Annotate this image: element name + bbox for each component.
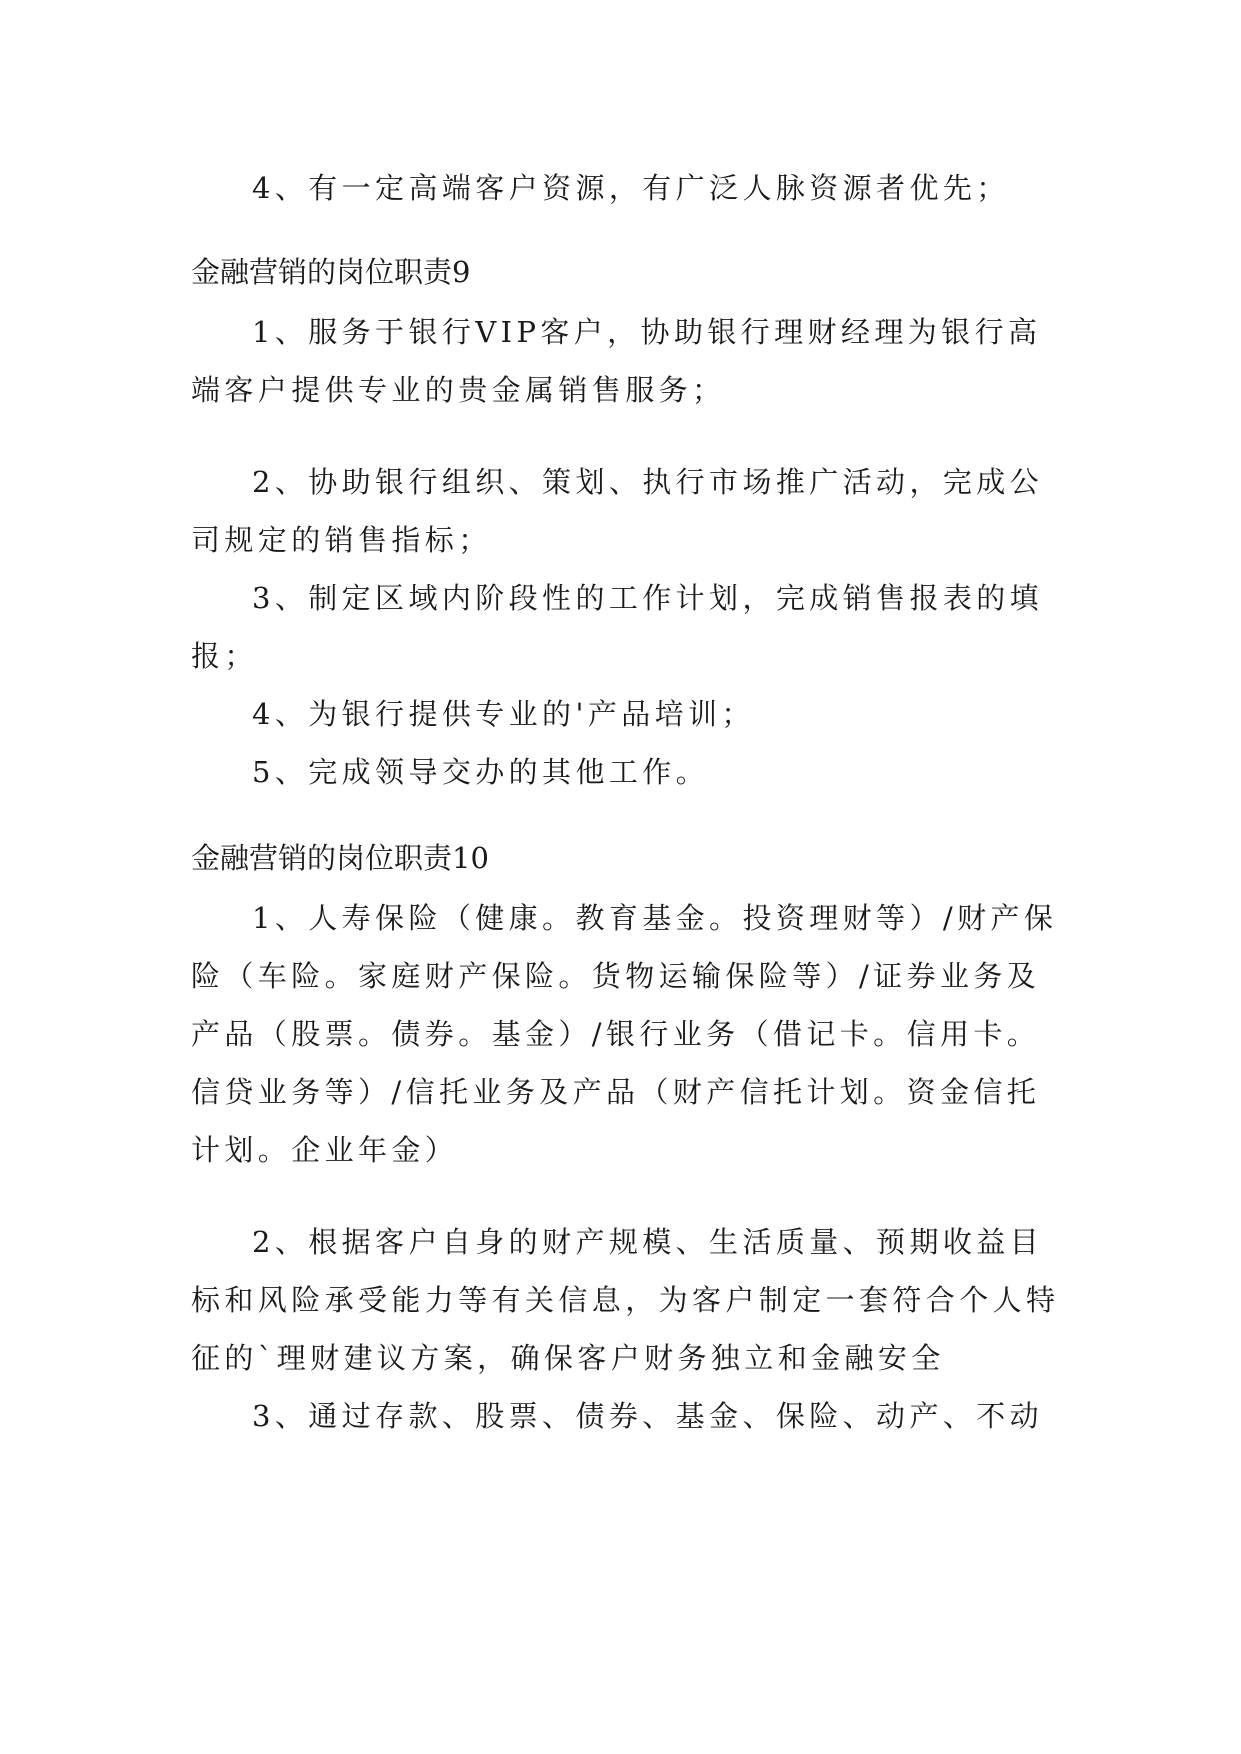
paragraph-line: 司规定的销售指标； [191,523,492,557]
paragraph-line: 险（车险。家庭财产保险。货物运输保险等）/证券业务及 [191,959,1041,993]
paragraph-line: 标和风险承受能力等有关信息，为客户制定一套符合个人特 [191,1283,1060,1317]
section-heading: 金融营销的岗位职责10 [191,841,489,875]
paragraph-line: 3、通过存款、股票、债券、基金、保险、动产、不动 [252,1399,1044,1433]
paragraph-line: 1、人寿保险（健康。教育基金。投资理财等）/财产保 [252,901,1058,935]
section-heading: 金融营销的岗位职责9 [191,255,471,289]
paragraph-line: 计划。企业年金） [191,1133,459,1167]
paragraph-line: 3、制定区域内阶段性的工作计划，完成销售报表的填 [252,581,1044,615]
paragraph-line: 信贷业务等）/信托业务及产品（财产信托计划。资金信托 [191,1075,1041,1109]
paragraph-line: 4、有一定高端客户资源，有广泛人脉资源者优先； [252,171,1010,205]
paragraph-line: 2、协助银行组织、策划、执行市场推广活动，完成公 [252,465,1044,499]
paragraph-line: 2、根据客户自身的财产规模、生活质量、预期收益目 [252,1225,1044,1259]
paragraph-line: 5、完成领导交办的其他工作。 [252,755,710,789]
paragraph-line: 端客户提供专业的贵金属销售服务； [191,373,726,407]
paragraph-line: 1、服务于银行VIP客户，协助银行理财经理为银行高 [252,315,1042,349]
paragraph-line: 4、为银行提供专业的'产品培训； [252,697,755,731]
paragraph-line: 报； [191,639,258,673]
paragraph-line: 征的`理财建议方案，确保客户财务独立和金融安全 [191,1341,945,1375]
paragraph-line: 产品（股票。债券。基金）/银行业务（借记卡。信用卡。 [191,1017,1041,1051]
